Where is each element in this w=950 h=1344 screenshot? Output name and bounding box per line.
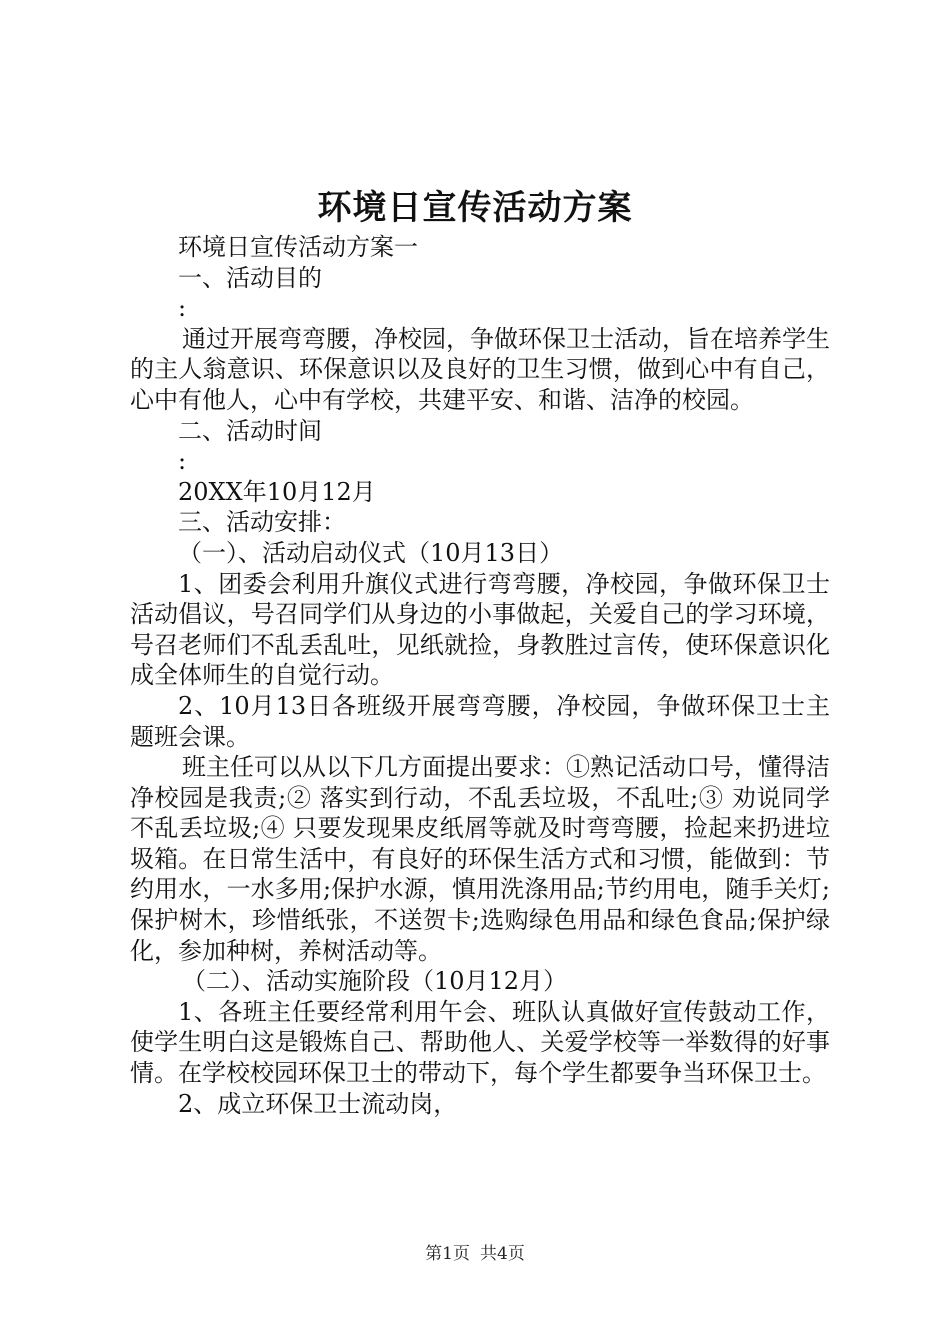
section-heading-time: 二、活动时间: [178, 416, 322, 445]
section-heading-purpose: 一、活动目的: [178, 263, 322, 292]
colon-line: :: [178, 294, 187, 323]
paragraph-launch-item-2: 2、10月13日各班级开展弯弯腰，净校园，争做环保卫士主题班会课。: [130, 691, 830, 751]
page-number: 第1页: [425, 1244, 470, 1264]
paragraph-date: 20XX年10月12月: [178, 477, 376, 506]
subsection-heading-launch: （一）、活动启动仪式（10月13日）: [178, 538, 564, 567]
section-heading-arrangement: 三、活动安排：: [178, 508, 346, 537]
document-title: 环境日宣传活动方案: [317, 188, 633, 228]
paragraph-subtitle: 环境日宣传活动方案一: [178, 233, 418, 261]
paragraph-implementation-item-2: 2、成立环保卫士流动岗，: [178, 1089, 458, 1118]
page-footer: [0, 1242, 950, 1266]
paragraph-launch-item-1: 1、团委会利用升旗仪式进行弯弯腰，净校园，争做环保卫士活动倡议，号召同学们从身边的小事做起，关爱自己的学习环境，号召老师们不乱丢乱吐，见纸就捡，身教胜过言传，使环保意识化成全体师生的自觉行动。: [130, 569, 830, 690]
document-body: [130, 232, 830, 1119]
paragraph-purpose: 通过开展弯弯腰，净校园，争做环保卫士活动，旨在培养学生的主人翁意识、环保意识以及良好的卫生习惯，做到心中有自己，心中有他人，心中有学校，共建平安、和谐、洁净的校园。: [130, 324, 830, 414]
colon-line: :: [178, 447, 187, 476]
paragraph-implementation-item-1: 1、各班主任要经常利用午会、班队认真做好宣传鼓动工作，使学生明白这是锻炼自己、帮助他人、关爱学校等一举数得的好事情。在学校校园环保卫士的带动下，每个学生都要争当环保卫士。: [130, 997, 830, 1088]
page-total: 共4页: [480, 1244, 525, 1264]
subsection-heading-implementation: （二）、活动实施阶段（10月12月）: [182, 967, 568, 996]
paragraph-teacher-requirements: 班主任可以从以下几方面提出要求：①熟记活动口号，懂得洁净校园是我责;② 落实到行动，不乱丢垃圾，不乱吐;③ 劝说同学不乱丢垃圾;④ 只要发现果皮纸屑等就及时弯弯腰，捡起来扔进垃圾箱。在日常生活中，有良好的环保生活方式和习惯，能做到：节约用水，一水多用;保护水源，慎用洗涤用品;节约用电，随手关灯;保护树木，珍惜纸张，不送贺卡;选购绿色用品和绿色食品;保护绿化，参加种树，养树活动等。: [130, 753, 830, 965]
